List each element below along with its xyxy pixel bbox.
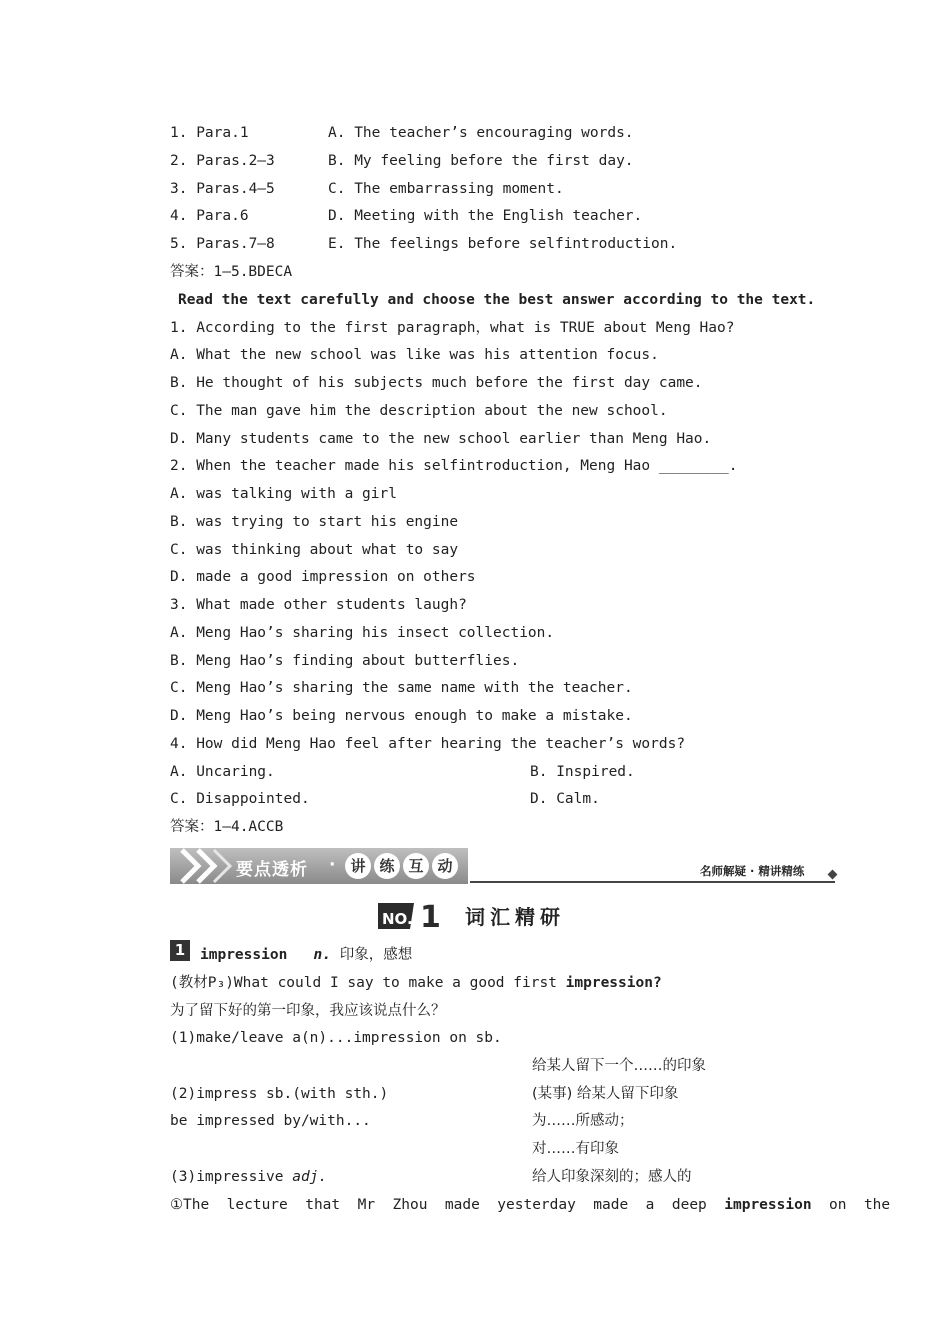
- matching-right-4: D. Meeting with the English teacher.: [328, 208, 643, 224]
- question-2-option-b: B. was trying to start his engine: [170, 514, 459, 530]
- matching-left-2: 2. Paras.2—3: [170, 153, 275, 169]
- phrase-2b: be impressed by/with...: [170, 1113, 371, 1129]
- question-3-option-c: C. Meng Hao’s sharing the same name with the teacher.: [170, 680, 633, 696]
- double-chevron-icon: [178, 848, 234, 884]
- matching-left-1: 1. Para.1: [170, 125, 249, 141]
- section-banner: [170, 848, 468, 884]
- example-1-bold: impression: [724, 1197, 812, 1213]
- question-2-option-d: D. made a good impression on others: [170, 569, 476, 585]
- phrase-1-meaning: 给某人留下一个……的印象: [532, 1058, 706, 1074]
- question-2: 2. When the teacher made his selfintroduction, Meng Hao ________.: [170, 458, 738, 474]
- vocab-meaning: 印象，感想: [339, 947, 413, 963]
- example-1: [170, 1195, 890, 1215]
- question-4-option-c: C. Disappointed.: [170, 791, 310, 807]
- question-2-option-c: C. was thinking about what to say: [170, 542, 459, 558]
- question-1-option-d: D. Many students came to the new school earlier than Meng Hao.: [170, 431, 712, 447]
- banner-dot: ·: [329, 855, 336, 875]
- question-3: 3. What made other students laugh?: [170, 597, 467, 613]
- banner-circle-2: 练: [374, 853, 400, 879]
- matching-right-5: E. The feelings before selfintroduction.: [328, 236, 678, 252]
- matching-left-5: 5. Paras.7—8: [170, 236, 275, 252]
- phrase-2: (2)impress sb.(with sth.): [170, 1086, 389, 1102]
- phrase-3: [170, 1167, 327, 1187]
- vocab-headline: [200, 945, 412, 965]
- banner-circle-group: [345, 853, 458, 879]
- banner-circle-1: 讲: [345, 853, 371, 879]
- phrase-3-meaning: 给人印象深刻的；感人的: [532, 1169, 692, 1185]
- badge-number-text: 1: [420, 900, 441, 931]
- source-prefix: (教材P₃)What could I say to make a good first: [170, 975, 566, 991]
- section-number-badge: [378, 897, 442, 931]
- banner-rule: [470, 881, 835, 883]
- matching-answer: 答案：1—5.BDECA: [170, 264, 293, 280]
- banner-circle-3: 互: [403, 853, 429, 879]
- vocab-pos: n.: [313, 947, 331, 963]
- phrase-2-meaning: (某事) 给某人留下印象: [532, 1086, 679, 1102]
- example-1-prefix: ①The lecture that Mr Zhou made yesterday made a deep: [170, 1197, 725, 1213]
- vocab-word: impression: [200, 947, 288, 963]
- badge-no-text: NO.: [382, 910, 413, 928]
- question-3-option-a: A. Meng Hao’s sharing his insect collection.: [170, 625, 555, 641]
- question-4-option-b: B. Inspired.: [530, 764, 635, 780]
- section-title: 词汇精研: [465, 905, 565, 929]
- question-4-option-d: D. Calm.: [530, 791, 600, 807]
- question-1-option-b: B. He thought of his subjects much before the first day came.: [170, 375, 703, 391]
- vocab-translation: 为了留下好的第一印象，我应该说点什么？: [170, 1003, 446, 1019]
- entry-number-icon: 1: [170, 940, 190, 961]
- diamond-icon: [828, 870, 838, 880]
- source-bold-word: impression?: [565, 975, 662, 991]
- example-1-suffix: on the: [811, 1197, 891, 1213]
- banner-right-label: 名师解疑 · 精讲精练: [700, 864, 805, 878]
- banner-title: 要点透析: [236, 860, 308, 880]
- matching-left-3: 3. Paras.4—5: [170, 181, 275, 197]
- question-2-option-a: A. was talking with a girl: [170, 486, 397, 502]
- matching-right-2: B. My feeling before the first day.: [328, 153, 634, 169]
- matching-right-1: A. The teacher’s encouraging words.: [328, 125, 634, 141]
- phrase-2c-meaning: 对……有印象: [532, 1141, 619, 1157]
- question-3-option-d: D. Meng Hao’s being nervous enough to make a mistake.: [170, 708, 633, 724]
- banner-circle-4: 动: [432, 853, 458, 879]
- phrase-2b-meaning: 为……所感动；: [532, 1113, 634, 1129]
- matching-right-3: C. The embarrassing moment.: [328, 181, 564, 197]
- question-1: 1. According to the first paragraph，what is TRUE about Meng Hao?: [170, 320, 735, 336]
- phrase-3-word: (3)impressive: [170, 1169, 293, 1185]
- reading-answer: 答案：1—4.ACCB: [170, 819, 284, 835]
- question-4-option-a: A. Uncaring.: [170, 764, 275, 780]
- phrase-3-pos: adj.: [292, 1169, 328, 1185]
- question-1-option-a: A. What the new school was like was his attention focus.: [170, 347, 659, 363]
- vocab-source-sentence: [170, 973, 662, 993]
- question-1-option-c: C. The man gave him the description about the new school.: [170, 403, 668, 419]
- matching-left-4: 4. Para.6: [170, 208, 249, 224]
- phrase-1: (1)make/leave a(n)...impression on sb.: [170, 1030, 502, 1046]
- question-4: 4. How did Meng Hao feel after hearing the teacher’s words?: [170, 736, 686, 752]
- question-3-option-b: B. Meng Hao’s finding about butterflies.: [170, 653, 520, 669]
- reading-instruction: Read the text carefully and choose the best answer according to the text.: [178, 292, 816, 308]
